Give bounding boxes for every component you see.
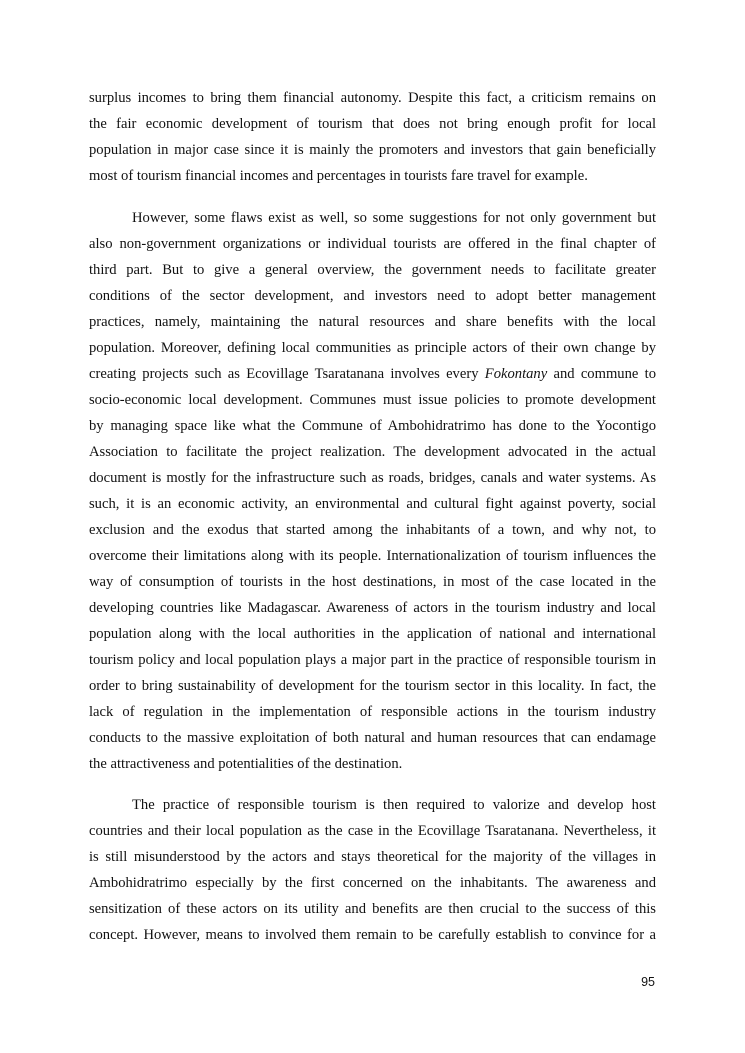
text-line: practices, namely, maintaining the natural resources and share benefits with the local — [89, 314, 656, 330]
text-line: most of tourism financial incomes and percentages in tourists fare travel for example. — [89, 168, 588, 184]
text-line: countries and their local population as the case in the Ecovillage Tsaratanana. Nevertheless, it — [89, 823, 656, 839]
text-line: exclusion and the exodus that started among the inhabitants of a town, and why not, to — [89, 522, 656, 538]
text-line: surplus incomes to bring them financial autonomy. Despite this fact, a criticism remains on — [89, 90, 656, 106]
text-line: The practice of responsible tourism is then required to valorize and develop host — [132, 797, 656, 813]
text-line: socio-economic local development. Communes must issue policies to promote development — [89, 392, 656, 408]
text-line: lack of regulation in the implementation of responsible actions in the tourism industry — [89, 704, 656, 720]
text-line: by managing space like what the Commune of Ambohidratrimo has done to the Yocontigo — [89, 418, 656, 434]
text-line: developing countries like Madagascar. Awareness of actors in the tourism industry and local — [89, 600, 656, 616]
text-line: the attractiveness and potentialities of the destination. — [89, 756, 403, 772]
paragraph-3 — [89, 792, 656, 948]
text-line: conditions of the sector development, and investors need to adopt better management — [89, 288, 656, 304]
text-line: such, it is an economic activity, an environmental and cultural fight against poverty, social — [89, 496, 656, 512]
text-line: concept. However, means to involved them remain to be carefully establish to convince for a — [89, 927, 656, 943]
text-line: third part. But to give a general overview, the government needs to facilitate greater — [89, 262, 656, 278]
text-line: Association to facilitate the project realization. The development advocated in the actual — [89, 444, 656, 460]
text-line-with-italic — [89, 361, 656, 387]
text-line: tourism policy and local population plays a major part in the practice of responsible tourism in — [89, 652, 656, 668]
text-line: is still misunderstood by the actors and stays theoretical for the majority of the villages in — [89, 849, 656, 865]
text-line: overcome their limitations along with its people. Internationalization of tourism influences the — [89, 548, 656, 564]
text-line: the fair economic development of tourism that does not bring enough profit for local — [89, 116, 656, 132]
text-line: population along with the local authorities in the application of national and international — [89, 626, 656, 642]
italic-term-fokontany: Fokontany — [484, 366, 548, 382]
paragraph-1 — [89, 85, 656, 189]
text-line: document is mostly for the infrastructure such as roads, bridges, canals and water systems. As — [89, 470, 656, 486]
page-number: 95 — [641, 975, 655, 989]
text-line: Ambohidratrimo especially by the first concerned on the inhabitants. The awareness and — [89, 875, 656, 891]
text-line: sensitization of these actors on its utility and benefits are then crucial to the success of this — [89, 901, 656, 917]
text-line: order to bring sustainability of development for the tourism sector in this locality. In fact, the — [89, 678, 656, 694]
paragraph-2 — [89, 205, 656, 777]
text-line: However, some flaws exist as well, so some suggestions for not only government but — [132, 210, 656, 226]
text-segment: creating projects such as Ecovillage Tsaratanana involves every — [89, 366, 485, 382]
text-segment: and commune to — [547, 366, 656, 382]
text-line: conducts to the massive exploitation of both natural and human resources that can endamage — [89, 730, 656, 746]
text-line: population. Moreover, defining local communities as principle actors of their own change by — [89, 340, 656, 356]
text-line: also non-government organizations or individual tourists are offered in the final chapter of — [89, 236, 656, 252]
text-line: way of consumption of tourists in the host destinations, in most of the case located in the — [89, 574, 656, 590]
text-line: population in major case since it is mainly the promoters and investors that gain beneficially — [89, 142, 656, 158]
